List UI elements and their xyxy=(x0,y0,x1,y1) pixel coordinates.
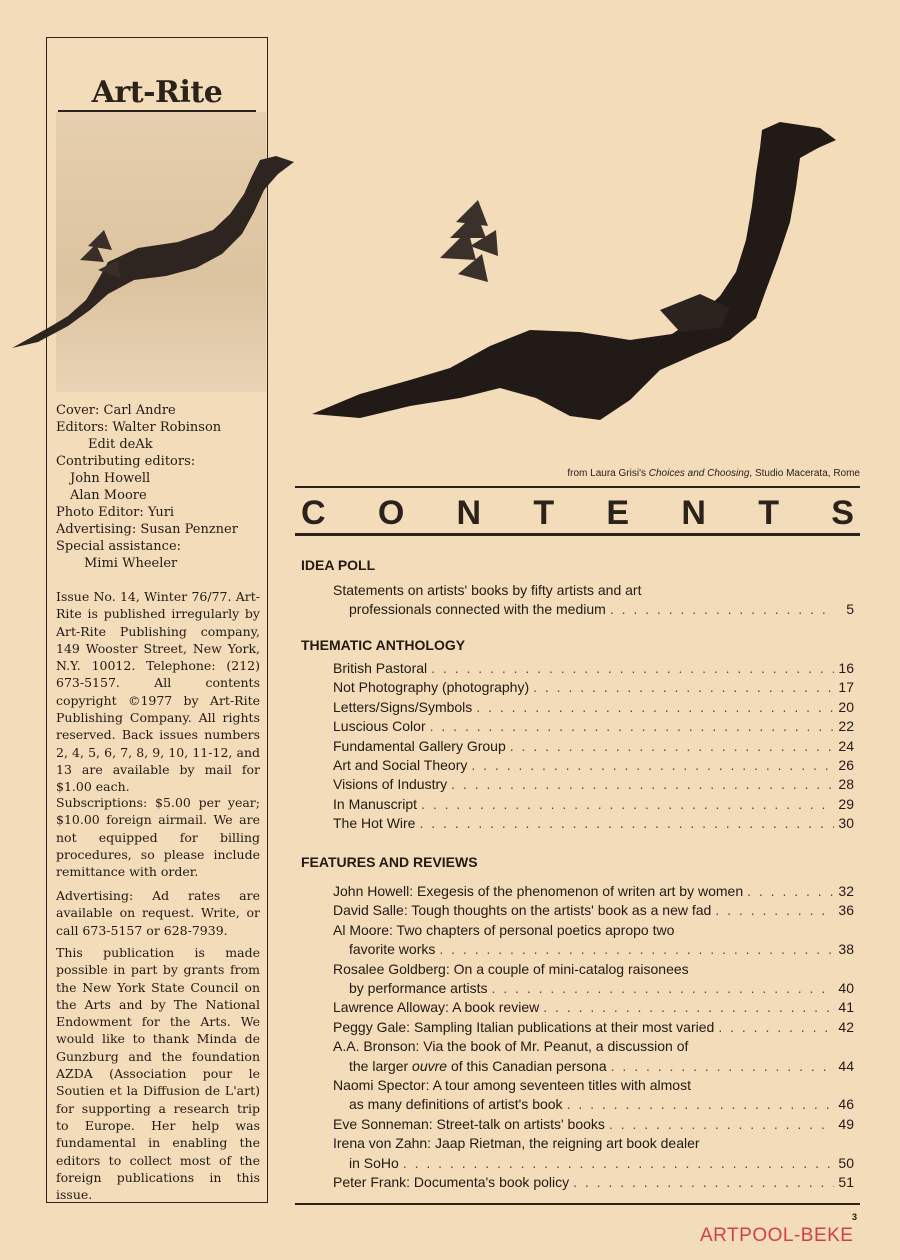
toc-page-number: 5 xyxy=(846,601,854,618)
caption-suffix: , Studio Macerata, Rome xyxy=(749,468,860,479)
contents-letter: O xyxy=(377,494,405,532)
toc-entry-continued xyxy=(333,600,854,619)
toc-page-number: 41 xyxy=(838,999,854,1016)
toc-features xyxy=(333,882,854,1193)
contents-bottom-rule xyxy=(295,533,860,536)
toc-entry xyxy=(333,1134,854,1153)
toc-entry-title-part: of this Canadian persona xyxy=(447,1057,607,1074)
toc-entry-title: Al Moore: Two chapters of personal poetics apropo two xyxy=(333,921,675,938)
section-heading-features: FEATURES AND REVIEWS xyxy=(301,854,478,870)
toc-entry-title: Art and Social Theory xyxy=(333,757,468,774)
toc-entry-title: Eve Sonneman: Street-talk on artists' books xyxy=(333,1115,605,1132)
toc-entry-title: in SoHo xyxy=(349,1154,399,1171)
toc-idea-poll xyxy=(333,581,854,620)
toc-page-number: 29 xyxy=(838,795,854,812)
toc-entry-title-italic: ouvre xyxy=(412,1057,448,1074)
toc-page-number: 42 xyxy=(838,1018,854,1035)
toc-page-number: 30 xyxy=(838,815,854,832)
section-heading-thematic: THEMATIC ANTHOLOGY xyxy=(301,637,466,653)
toc-entry xyxy=(333,1018,854,1037)
leader-dots xyxy=(439,940,834,959)
toc-entry xyxy=(333,1115,854,1134)
toc-entry-title: David Salle: Tough thoughts on the artists' book as a new fad xyxy=(333,902,712,919)
archive-stamp: ARTPOOL-BEKE xyxy=(700,1225,854,1246)
contents-letter: N xyxy=(456,494,482,532)
caption-prefix: from Laura Grisi's xyxy=(567,468,649,479)
leader-dots xyxy=(747,882,834,901)
toc-entry xyxy=(333,581,854,600)
toc-page-number: 28 xyxy=(838,776,854,793)
toc-entry-continued xyxy=(333,1095,854,1114)
credit-line: Special assistance: xyxy=(56,539,182,554)
toc-entry-title: as many definitions of artist's book xyxy=(349,1096,563,1113)
toc-entry-continued xyxy=(333,940,854,959)
toc-entry xyxy=(333,775,854,794)
leader-dots xyxy=(533,678,834,697)
toc-entry xyxy=(333,998,854,1017)
toc-page-number: 38 xyxy=(838,941,854,958)
toc-entry xyxy=(333,678,854,697)
leader-dots xyxy=(421,795,834,814)
toc-page-number: 20 xyxy=(838,698,854,715)
leader-dots xyxy=(430,717,834,736)
toc-page-number: 49 xyxy=(838,1115,854,1132)
leader-dots xyxy=(573,1173,834,1192)
leader-dots xyxy=(403,1154,834,1173)
toc-page-number: 24 xyxy=(838,737,854,754)
credit-line: Alan Moore xyxy=(70,488,147,503)
toc-entry-title: Letters/Signs/Symbols xyxy=(333,698,473,715)
contents-top-rule xyxy=(295,486,860,488)
toc-page-number: 44 xyxy=(838,1057,854,1074)
toc-entry xyxy=(333,814,854,833)
leader-dots xyxy=(543,998,834,1017)
leader-dots xyxy=(419,814,834,833)
toc-entry xyxy=(333,921,854,940)
toc-entry xyxy=(333,1037,854,1056)
toc-entry-title: The Hot Wire xyxy=(333,815,416,832)
toc-entry-title: Fundamental Gallery Group xyxy=(333,737,506,754)
advertising-info: Advertising: Ad rates are available on request. Write, or call 673-5157 or 628-7939. xyxy=(56,888,260,938)
contents-heading xyxy=(295,494,860,533)
toc-entry-title: Peter Frank: Documenta's book policy xyxy=(333,1174,570,1191)
toc-entry-title: by performance artists xyxy=(349,980,488,997)
staff-credits xyxy=(56,402,262,572)
credit-line: Edit deAk xyxy=(88,437,153,452)
toc-entry-title-part: the larger xyxy=(349,1057,413,1074)
contents-letter: T xyxy=(533,494,555,532)
credit-line: John Howell xyxy=(70,471,151,486)
toc-entry xyxy=(333,737,854,756)
toc-entry xyxy=(333,901,854,920)
toc-entry xyxy=(333,698,854,717)
toc-entry-title: favorite works xyxy=(349,941,436,958)
toc-entry-title: A.A. Bronson: Via the book of Mr. Peanut, a discussion of xyxy=(333,1038,689,1055)
leader-dots xyxy=(492,979,835,998)
toc-entry-continued xyxy=(333,1154,854,1173)
leader-dots xyxy=(611,1057,834,1076)
contents-letter: T xyxy=(758,494,779,532)
leader-dots xyxy=(476,698,834,717)
diver-photo xyxy=(300,118,860,438)
leader-dots xyxy=(471,756,834,775)
leader-dots xyxy=(567,1095,834,1114)
toc-entry-title: Not Photography (photography) xyxy=(333,679,530,696)
toc-page-number: 36 xyxy=(838,902,854,919)
leader-dots xyxy=(451,775,834,794)
credit-line: Mimi Wheeler xyxy=(84,556,178,571)
photo-caption xyxy=(567,468,860,479)
leader-dots xyxy=(715,901,834,920)
toc-page-number: 51 xyxy=(838,1174,854,1191)
contents-letter: C xyxy=(301,494,326,532)
toc-entry-title: Irena von Zahn: Jaap Rietman, the reigning art book dealer xyxy=(333,1135,700,1152)
contents-letter: S xyxy=(831,494,854,532)
toc-entry-title: John Howell: Exegesis of the phenomenon of writen art by women xyxy=(333,883,744,899)
contents-letter: N xyxy=(681,494,706,532)
caption-work-title: Choices and Choosing xyxy=(648,468,750,479)
grants-info: This publication is made possible in part by grants from the New York State Council on the Arts and by The National Endowment for the Arts. We would like to thank Minda de Gunzburg and the foundation AZDA (Association pour le Soutien et la Diffusion de L'art) for supporting a research trip to Europe. Her help was fundamental in enabling the editors to collect most of the foreign publications in this issue. xyxy=(56,945,260,1203)
masthead-title: Art-Rite xyxy=(58,76,256,112)
leader-dots xyxy=(610,600,834,619)
page-number: 3 xyxy=(852,1212,858,1222)
toc-entry xyxy=(333,717,854,736)
toc-page-number: 26 xyxy=(838,757,854,774)
toc-page-number: 17 xyxy=(838,679,854,696)
toc-entry-title: In Manuscript xyxy=(333,795,418,812)
credit-line: Cover: Carl Andre xyxy=(56,403,176,418)
toc-page-number: 46 xyxy=(838,1096,854,1113)
toc-page-number: 22 xyxy=(838,718,854,735)
toc-entry-title: Lawrence Alloway: A book review xyxy=(333,999,540,1016)
toc-entry-title: Statements on artists' books by fifty artists and art xyxy=(333,582,642,598)
leader-dots xyxy=(718,1018,834,1037)
toc-entry-title: Peggy Gale: Sampling Italian publications at their most varied xyxy=(333,1018,715,1035)
leader-dots xyxy=(609,1115,834,1134)
issue-info: Issue No. 14, Winter 76/77. Art-Rite is published irregularly by Art-Rite Publishing company, 149 Wooster Street, New York, N.Y. 10012. Telephone: (212) 673-5157. All contents copyright ©1977 by Art-Rite Publishing Company. All rights reserved. Back issues numbers 2, 4, 5, 6, 7, 8, 9, 10, 11-12, and 13 are available by mail for $1.00 each. xyxy=(56,589,260,795)
leader-dots xyxy=(510,737,834,756)
section-heading-idea-poll: IDEA POLL xyxy=(301,557,376,573)
credit-line: Advertising: Susan Penzner xyxy=(56,522,238,537)
subscriptions-info: Subscriptions: $5.00 per year; $10.00 foreign airmail. We are not equipped for billing procedures, so please include remittance with order. xyxy=(56,795,260,880)
contents-letter: E xyxy=(606,494,630,532)
credit-line: Contributing editors: xyxy=(56,454,196,469)
toc-page-number: 32 xyxy=(838,883,854,899)
toc-page-number: 50 xyxy=(838,1154,854,1171)
toc-thematic xyxy=(333,659,854,834)
toc-entry-title: Rosalee Goldberg: On a couple of mini-catalog raisonees xyxy=(333,960,689,977)
leader-dots xyxy=(431,659,834,678)
toc-entry xyxy=(333,1076,854,1095)
toc-entry xyxy=(333,795,854,814)
toc-entry-title: Visions of Industry xyxy=(333,776,448,793)
small-diver-photo xyxy=(8,150,298,360)
toc-entry-continued xyxy=(333,1057,854,1076)
toc-entry xyxy=(333,659,854,678)
toc-entry xyxy=(333,882,854,901)
toc-page-number: 40 xyxy=(838,980,854,997)
toc-entry-title: British Pastoral xyxy=(333,660,428,676)
credit-line: Photo Editor: Yuri xyxy=(56,505,175,520)
toc-entry-title: Naomi Spector: A tour among seventeen titles with almost xyxy=(333,1077,691,1094)
toc-entry-title: professionals connected with the medium xyxy=(349,601,606,618)
toc-entry xyxy=(333,756,854,775)
toc-entry-title xyxy=(349,1057,607,1076)
toc-entry-title: Luscious Color xyxy=(333,718,426,735)
toc-page-number: 16 xyxy=(838,660,854,676)
toc-entry xyxy=(333,960,854,979)
toc-entry-continued xyxy=(333,979,854,998)
credit-line: Editors: Walter Robinson xyxy=(56,420,222,435)
contents-end-rule xyxy=(295,1203,860,1205)
toc-entry xyxy=(333,1173,854,1192)
